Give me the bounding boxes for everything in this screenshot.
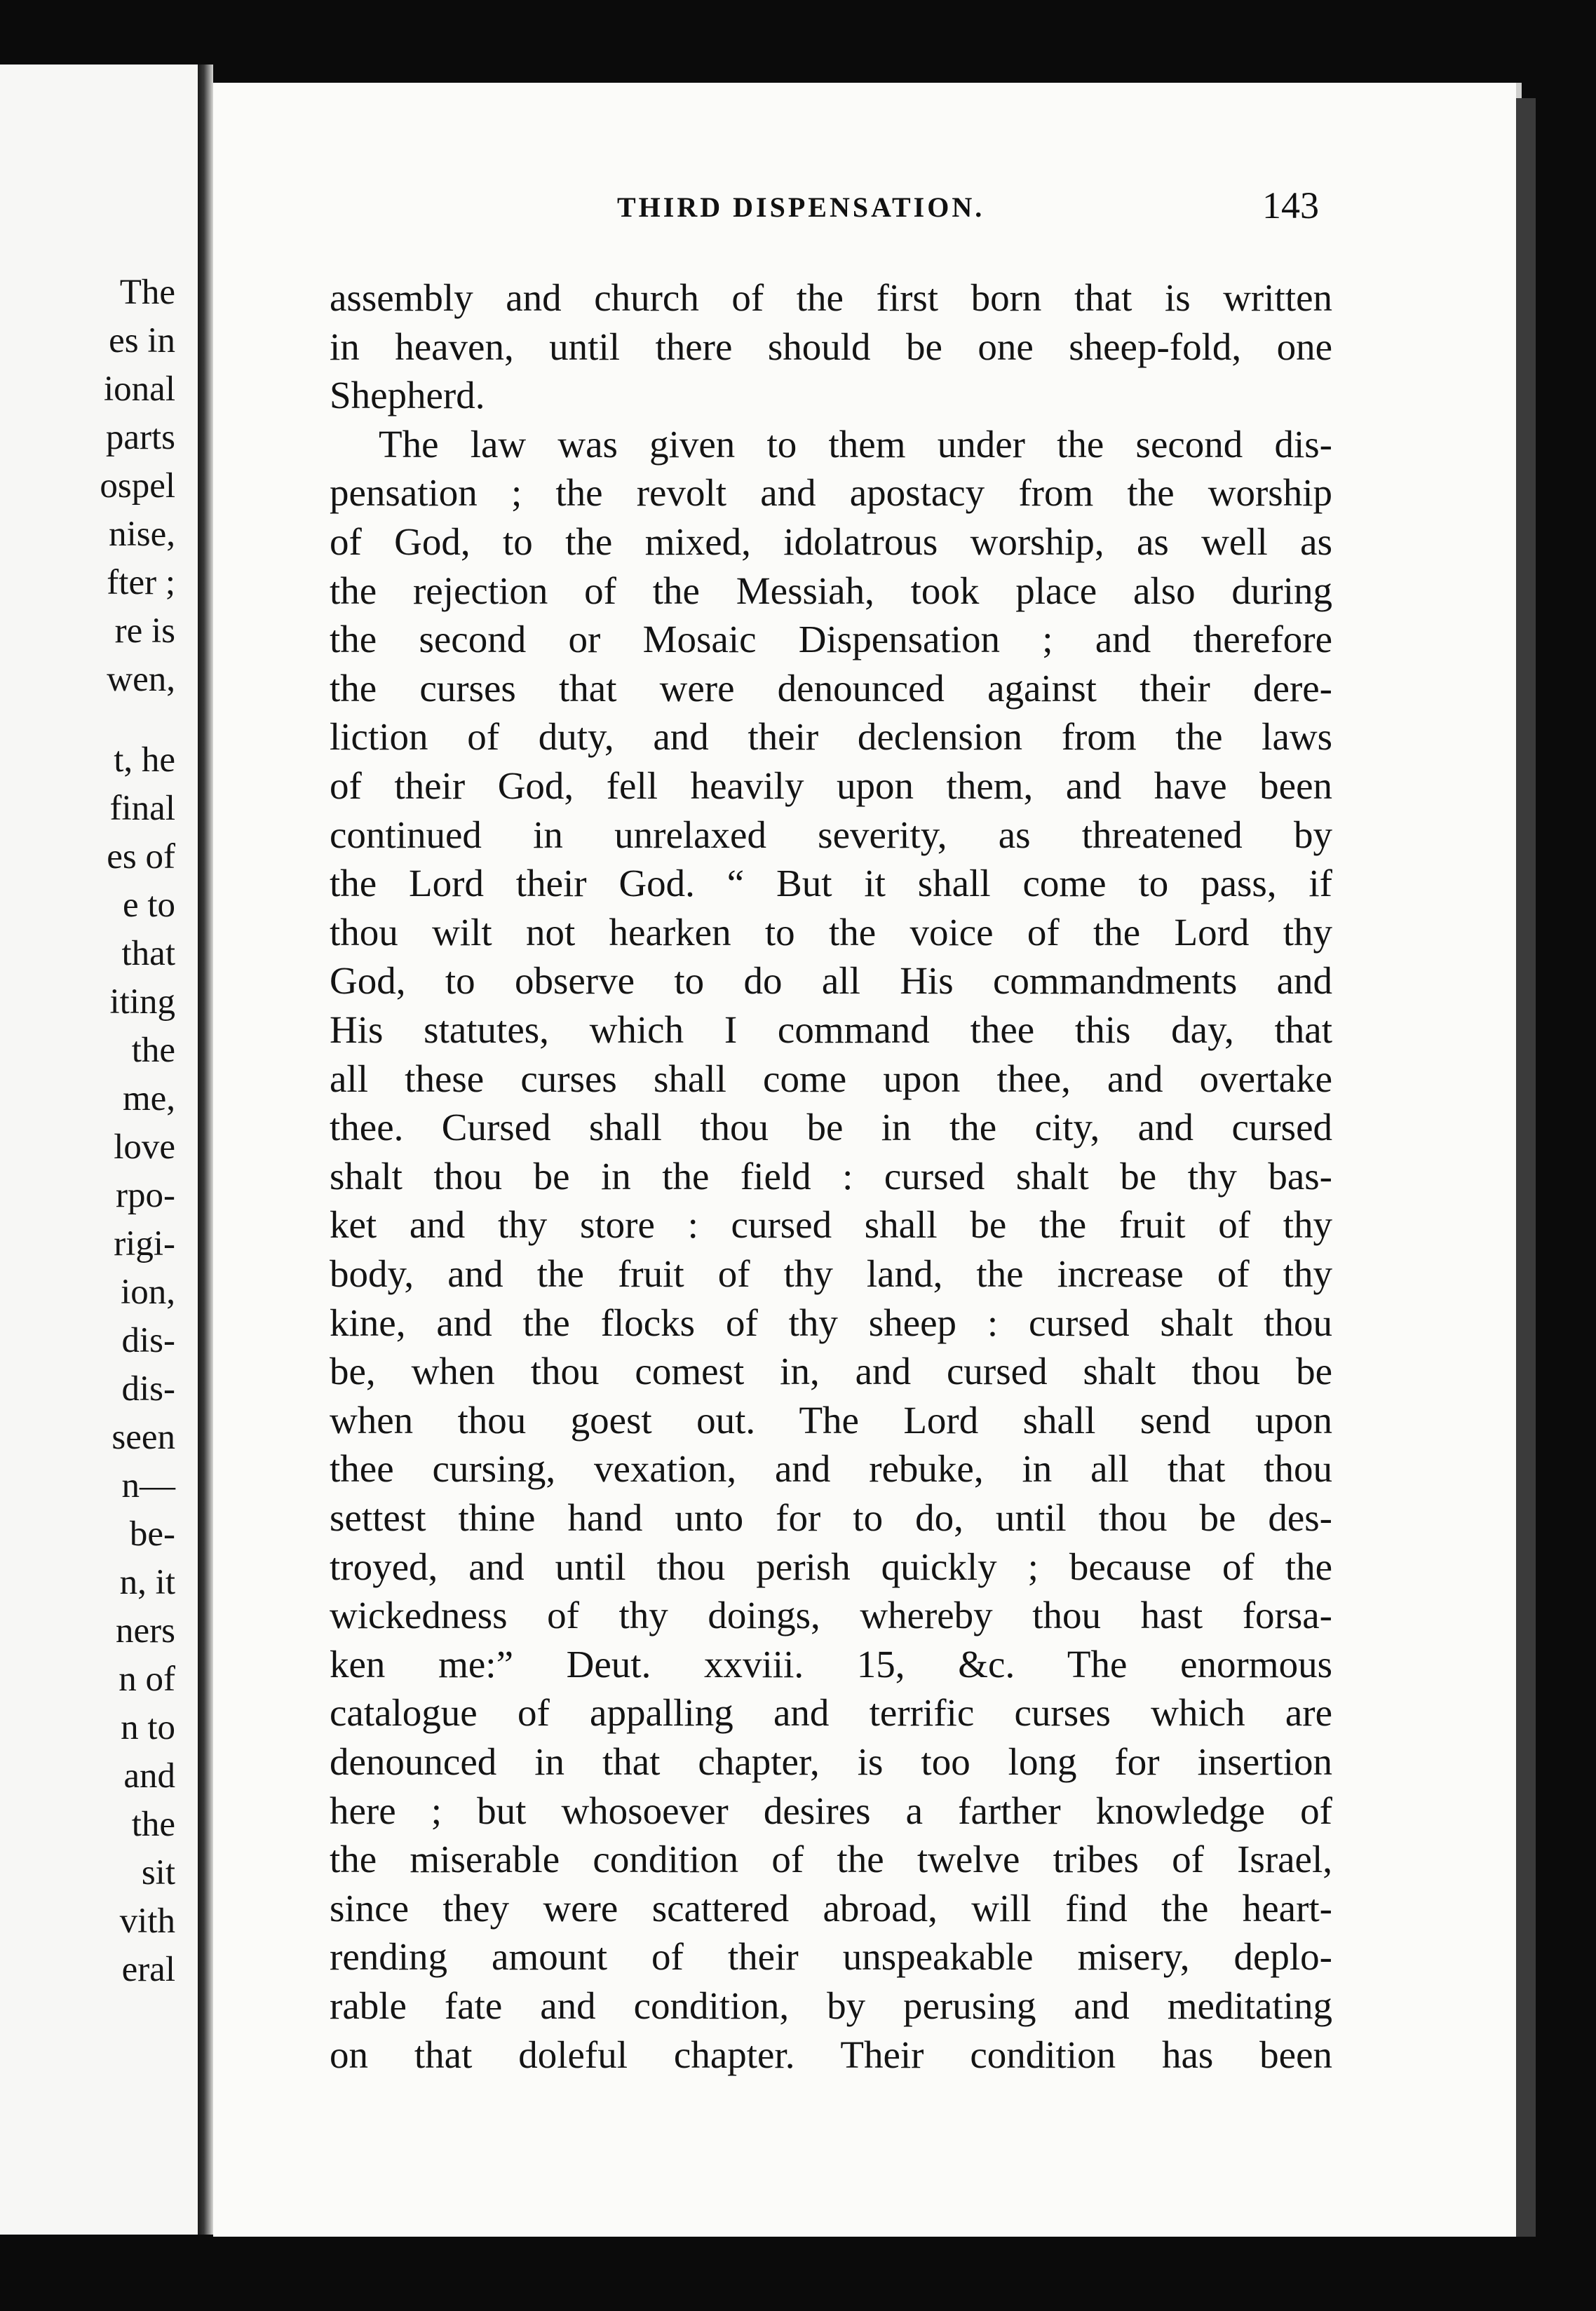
text-line: body, and the fruit of thy land, the increase of thy: [330, 1253, 1332, 1295]
previous-page-line-fragment: sit: [141, 1853, 175, 1892]
previous-page-fragment: [0, 65, 198, 2235]
text-line: thee cursing, vexation, and rebuke, in all that thou: [330, 1448, 1332, 1490]
previous-page-line-fragment: es of: [107, 837, 175, 876]
previous-page-line-fragment: re is: [114, 611, 175, 651]
text-line: in heaven, until there should be one sheep-fold, one: [330, 326, 1332, 368]
text-line: here ; but whosoever desires a farther knowledge of: [330, 1790, 1332, 1832]
previous-page-line-fragment: fter ;: [107, 563, 175, 602]
text-line: assembly and church of the first born that is written: [330, 277, 1332, 319]
book-gutter: [198, 65, 213, 2235]
previous-page-line-fragment: ospel: [100, 466, 175, 506]
previous-page-line-fragment: n—: [121, 1466, 175, 1505]
running-head: THIRD DISPENSATION.: [617, 191, 985, 223]
previous-page-line-fragment: n, it: [119, 1563, 175, 1602]
previous-page-line-fragment: vith: [119, 1902, 175, 1941]
text-line: liction of duty, and their declension from the laws: [330, 716, 1332, 758]
text-line: the rejection of the Messiah, took place also during: [330, 570, 1332, 612]
text-line: on that doleful chapter. Their condition has been: [330, 2034, 1332, 2076]
text-line: settest thine hand unto for to do, until thou be des-: [330, 1497, 1332, 1539]
text-line: ket and thy store : cursed shall be the fruit of thy: [330, 1204, 1332, 1246]
previous-page-line-fragment: dis-: [121, 1321, 175, 1360]
previous-page-line-fragment: nise,: [109, 515, 175, 554]
text-line: wickedness of thy doings, whereby thou hast forsa-: [330, 1594, 1332, 1636]
text-line: rending amount of their unspeakable misery, deplo-: [330, 1936, 1332, 1978]
previous-page-line-fragment: love: [114, 1127, 175, 1167]
previous-page-line-fragment: eral: [121, 1950, 175, 1989]
previous-page-line-fragment: rigi-: [114, 1224, 175, 1263]
text-line: the second or Mosaic Dispensation ; and therefore: [330, 618, 1332, 660]
text-line: when thou goest out. The Lord shall send upon: [330, 1400, 1332, 1442]
previous-page-line-fragment: e to: [122, 886, 175, 925]
text-line: The law was given to them under the second dis-: [379, 423, 1332, 466]
previous-page-line-fragment: dis-: [121, 1369, 175, 1409]
text-line: God, to observe to do all His commandments and: [330, 960, 1332, 1002]
text-line: all these curses shall come upon thee, and overtake: [330, 1058, 1332, 1100]
text-line: denounced in that chapter, is too long for insertion: [330, 1741, 1332, 1783]
previous-page-line-fragment: ional: [104, 370, 175, 409]
previous-page-line-fragment: the: [131, 1031, 175, 1070]
text-line: Shepherd.: [330, 374, 485, 416]
text-line: since they were scattered abroad, will find the heart-: [330, 1888, 1332, 1930]
text-line: thee. Cursed shall thou be in the city, and cursed: [330, 1106, 1332, 1148]
text-line: of God, to the mixed, idolatrous worship, as well as: [330, 521, 1332, 563]
previous-page-line-fragment: iting: [109, 982, 175, 1022]
previous-page-line-fragment: es in: [109, 321, 175, 360]
previous-page-line-fragment: final: [109, 789, 175, 828]
text-line: be, when thou comest in, and cursed shalt thou be: [330, 1350, 1332, 1392]
previous-page-line-fragment: be-: [129, 1514, 175, 1554]
text-line: shalt thou be in the field : cursed shalt be thy bas-: [330, 1156, 1332, 1198]
text-line: of their God, fell heavily upon them, and have been: [330, 765, 1332, 807]
previous-page-line-fragment: the: [131, 1805, 175, 1844]
previous-page-line-fragment: ion,: [121, 1273, 175, 1312]
previous-page-line-fragment: n to: [121, 1708, 175, 1747]
text-line: troyed, and until thou perish quickly ; because of the: [330, 1546, 1332, 1588]
text-line: thou wilt not hearken to the voice of the Lord thy: [330, 911, 1332, 954]
text-line: pensation ; the revolt and apostacy from the worship: [330, 472, 1332, 514]
previous-page-line-fragment: and: [123, 1756, 175, 1796]
text-line: the curses that were denounced against their dere-: [330, 667, 1332, 710]
previous-page-line-fragment: parts: [105, 418, 175, 457]
previous-page-line-fragment: seen: [111, 1418, 175, 1457]
previous-page-line-fragment: n of: [119, 1660, 175, 1699]
text-line: rable fate and condition, by perusing and meditating: [330, 1985, 1332, 2027]
previous-page-line-fragment: t, he: [114, 740, 175, 780]
page-edge-shadow: [1516, 98, 1536, 2237]
previous-page-line-fragment: that: [121, 934, 175, 973]
page-number: 143: [1262, 184, 1319, 226]
text-line: ken me:” Deut. xxviii. 15, &c. The enormous: [330, 1644, 1332, 1686]
previous-page-line-fragment: rpo-: [116, 1176, 175, 1215]
previous-page-line-fragment: The: [119, 273, 175, 312]
text-line: His statutes, which I command thee this day, that: [330, 1009, 1332, 1051]
text-line: the miserable condition of the twelve tribes of Israel,: [330, 1838, 1332, 1880]
text-line: kine, and the flocks of thy sheep : cursed shalt thou: [330, 1302, 1332, 1344]
previous-page-line-fragment: wen,: [107, 660, 175, 699]
previous-page-line-fragment: ners: [116, 1611, 175, 1651]
text-line: catalogue of appalling and terrific curses which are: [330, 1692, 1332, 1734]
text-line: continued in unrelaxed severity, as threatened by: [330, 814, 1332, 856]
previous-page-line-fragment: me,: [122, 1079, 175, 1118]
text-line: the Lord their God. “ But it shall come to pass, if: [330, 862, 1332, 904]
